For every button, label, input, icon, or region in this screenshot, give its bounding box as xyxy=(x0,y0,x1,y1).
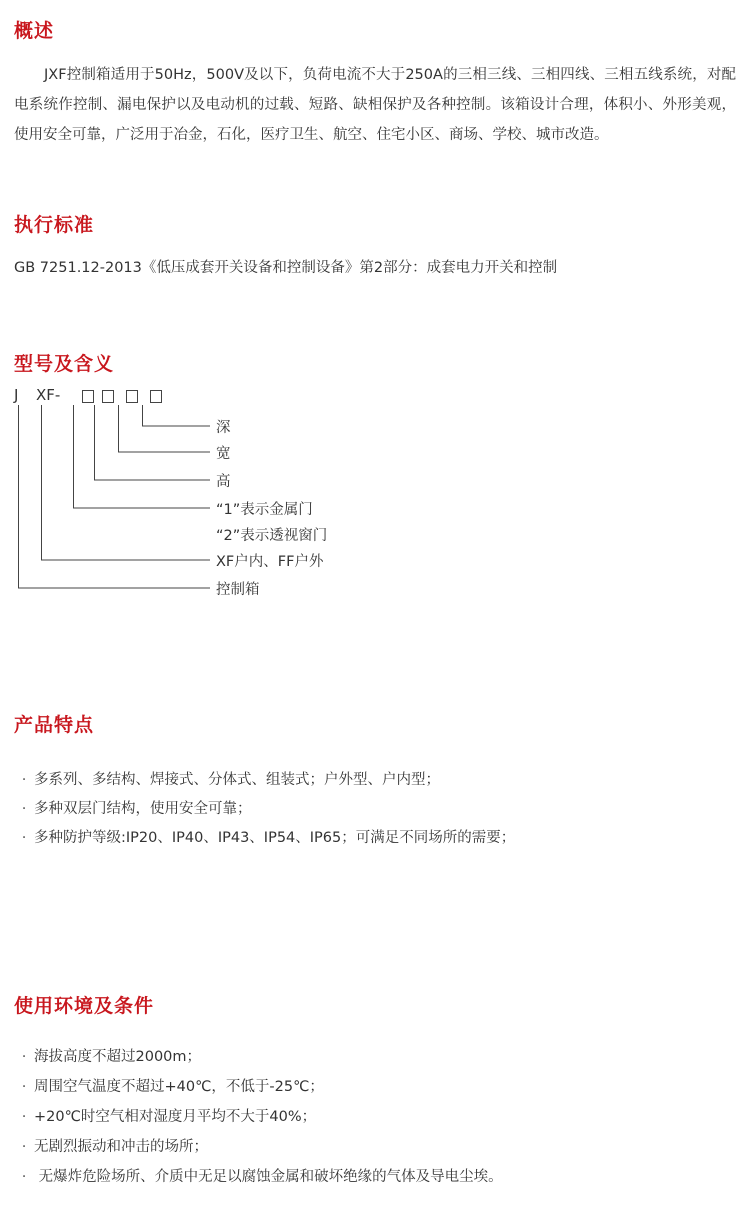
label-door-glass: “2”表示透视窗门 xyxy=(216,528,328,544)
overview-heading: 概述 xyxy=(14,20,55,42)
bullet-dot: · xyxy=(21,1169,27,1185)
feature-text: 多系列、多结构、焊接式、分体式、组装式；户外型、户内型； xyxy=(34,772,440,788)
list-item xyxy=(14,1162,503,1192)
list-item xyxy=(14,1072,503,1102)
bullet-dot: · xyxy=(21,801,27,817)
list-item xyxy=(14,1042,503,1072)
bullet-dot: · xyxy=(21,1109,27,1125)
bullet-dot: · xyxy=(21,1049,27,1065)
model-heading: 型号及含义 xyxy=(14,353,115,375)
features-heading: 产品特点 xyxy=(14,714,95,736)
features-list xyxy=(14,766,515,853)
environment-text: 无爆炸危险场所、介质中无足以腐蚀金属和破坏绝缘的气体及导电尘埃。 xyxy=(34,1169,503,1185)
label-box: 控制箱 xyxy=(216,582,260,598)
label-height: 高 xyxy=(216,474,231,490)
environment-text: 周围空气温度不超过+40℃，不低于-25℃； xyxy=(34,1079,324,1095)
environment-text: +20℃时空气相对湿度月平均不大于40%； xyxy=(34,1109,317,1125)
bullet-dot: · xyxy=(21,1079,27,1095)
model-code-xf: XF- xyxy=(36,386,61,404)
environment-text: 无剧烈振动和冲击的场所； xyxy=(34,1139,208,1155)
list-item xyxy=(14,795,515,824)
bullet-dot: · xyxy=(21,772,27,788)
tree-line-depth xyxy=(143,405,211,426)
feature-text: 多种双层门结构，使用安全可靠； xyxy=(34,801,252,817)
environment-list xyxy=(14,1042,503,1192)
label-install: XF户内、FF户外 xyxy=(216,554,324,570)
label-door-metal: “1”表示金属门 xyxy=(216,502,313,518)
environment-text: 海拔高度不超过2000m； xyxy=(34,1049,202,1065)
list-item xyxy=(14,766,515,795)
tree-line-door xyxy=(74,405,211,508)
overview-body: JXF控制箱适用于50Hz，500V及以下，负荷电流不大于250A的三相三线、三相四线、三相五线系统，对配电系统作控制、漏电保护以及电动机的过载、短路、缺相保护及各种控制。该箱设计合理，体积小、外形美观，使用安全可靠，广泛用于冶金，石化，医疗卫生、航空、住宅小区、商场、学校、城市改造。 xyxy=(14,67,736,143)
standard-text: GB 7251.12-2013《低压成套开关设备和控制设备》第2部分：成套电力开关和控制 xyxy=(14,260,558,276)
tree-line-width xyxy=(119,405,211,452)
tree-line-install xyxy=(42,405,211,560)
feature-text: 多种防护等级:IP20、IP40、IP43、IP54、IP65；可满足不同场所的需要； xyxy=(34,830,516,846)
environment-heading: 使用环境及条件 xyxy=(14,995,155,1017)
list-item xyxy=(14,1132,503,1162)
model-code-j: J xyxy=(14,386,19,404)
list-item xyxy=(14,1102,503,1132)
tree-line-height xyxy=(95,405,211,480)
label-width: 宽 xyxy=(216,446,231,462)
tree-line-box xyxy=(19,405,211,588)
bullet-dot: · xyxy=(21,830,27,846)
list-item xyxy=(14,824,515,853)
bullet-dot: · xyxy=(21,1139,27,1155)
label-depth: 深 xyxy=(216,420,231,436)
standard-heading: 执行标准 xyxy=(14,214,95,236)
